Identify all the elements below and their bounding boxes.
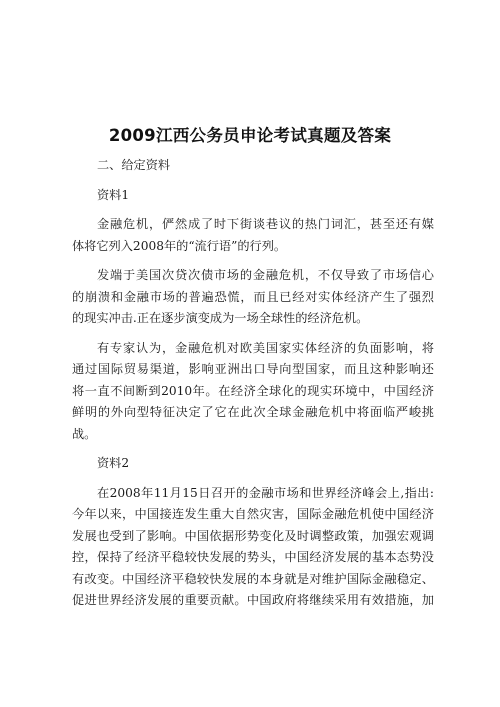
- document-body: [72, 155, 434, 612]
- text-line: 的现实冲击.正在逐步演变成为一场全球性的经济危机。: [72, 311, 369, 325]
- text-line: 发端于美国次贷次债市场的金融危机，不仅导致了市场信心: [97, 268, 434, 282]
- text-line: 体将它列入2008年的“流行语”的行列。: [72, 238, 287, 253]
- document-title: 2009江西公务员申论考试真题及答案: [108, 126, 392, 145]
- text-line: 将一直不间断到2010年。在经济全球化的现实环境中，中国经济: [72, 383, 434, 398]
- text-line: 发展也受到了影响。中国依据形势变化及时调整政策，加强宏观调: [72, 528, 434, 543]
- material2-label: 资料2: [97, 456, 130, 470]
- text-line: 促进世界经济发展的重要贡献。中国政府将继续采用有效措施，加: [72, 593, 434, 607]
- text-line: 金融危机，俨然成了时下街谈巷议的热门词汇，甚至还有媒: [97, 217, 434, 231]
- text-line: 鲜明的外向型特征决定了它在此次全球金融危机中将面临严峻挑: [72, 405, 434, 419]
- paragraph-m1-p3: [72, 338, 434, 446]
- text-line: 战。: [72, 426, 97, 441]
- text-line: 控，保持了经济平稳较快发展的势头，中国经济发展的基本态势没: [72, 550, 434, 564]
- text-line: 的崩溃和金融市场的普遍恐慌，而且已经对实体经济产生了强烈: [72, 289, 434, 304]
- text-line: 今年以来，中国接连发生重大自然灾害，国际金融危机使中国经济: [72, 507, 434, 521]
- material1-label: 资料1: [97, 187, 130, 202]
- paragraph-m2-p1: [72, 483, 434, 612]
- text-line: 在2008年11月15日召开的金融市场和世界经济峰会上,指出:: [97, 485, 434, 500]
- section-heading: 二、给定资料: [97, 158, 171, 172]
- text-line: 通过国际贸易渠道，影响亚洲出口导向型国家，而且这种影响还: [72, 362, 434, 376]
- text-line: 有专家认为，金融危机对欧美国家实体经济的负面影响，将: [97, 340, 434, 355]
- text-line: 有改变。中国经济平稳较快发展的本身就是对维护国际金融稳定、: [72, 571, 434, 586]
- paragraph-m1-p1: [72, 214, 434, 257]
- paragraph-m1-p2: [72, 265, 434, 330]
